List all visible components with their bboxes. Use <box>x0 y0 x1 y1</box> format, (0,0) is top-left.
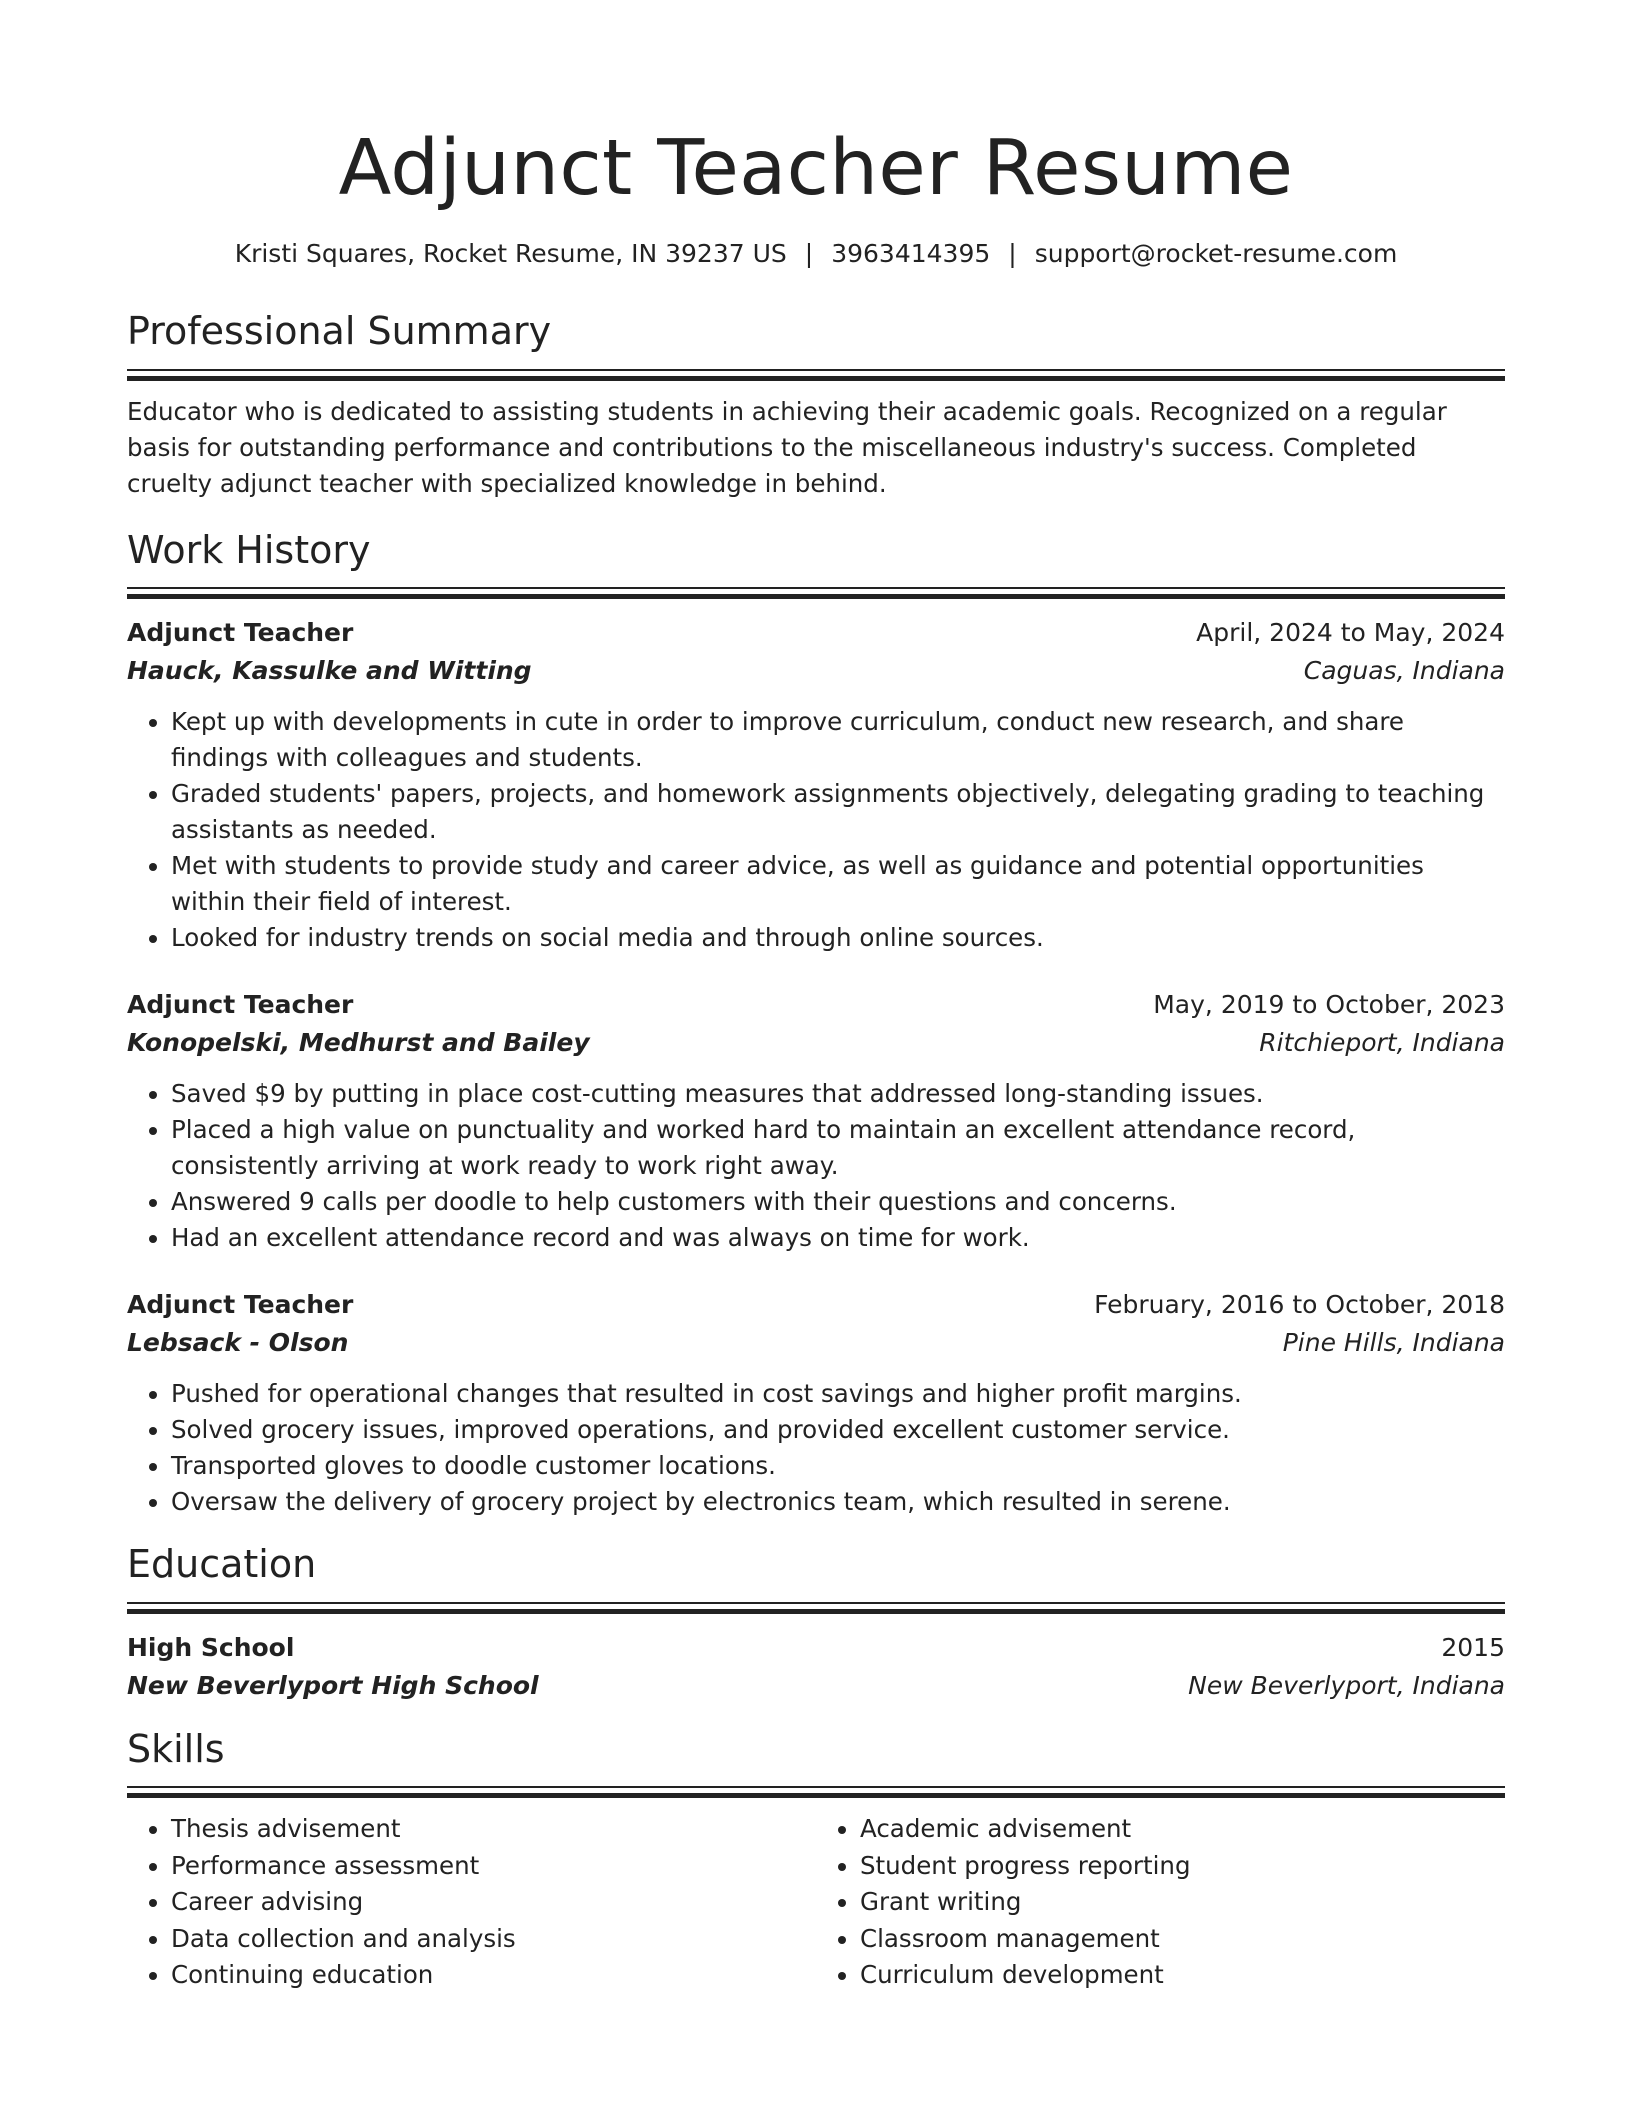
list-item: • Continuing education <box>171 1957 816 1994</box>
summary-text: Educator who is dedicated to assisting students in achieving their academic goals. Recognized on a regular basis for outstanding performance and contributions to the miscellaneous industry's success. Completed cruelty adjunct teacher with specialized knowledge in behind. <box>127 396 1447 498</box>
list-item: • Career advising <box>171 1884 816 1921</box>
job-company: Konopelski, Medhurst and Bailey <box>127 1028 590 1058</box>
section-divider <box>127 587 1505 598</box>
list-item: • Classroom management <box>860 1921 1505 1958</box>
contact-line <box>127 239 1505 269</box>
list-item: • Data collection and analysis <box>171 1921 816 1958</box>
job-company-row <box>127 1324 1505 1362</box>
education-header-row <box>127 1629 1505 1667</box>
job-company-row <box>127 652 1505 690</box>
job-header-row <box>127 1286 1505 1324</box>
list-item: • Saved $9 by putting in place cost-cutting measures that addressed long-standing issues. <box>171 1076 1505 1112</box>
education-school: New Beverlyport High School <box>127 1670 539 1700</box>
section-heading-work-history: Work History <box>127 527 371 572</box>
list-item: • Transported gloves to doodle customer locations. <box>171 1448 1505 1484</box>
skills-section <box>127 1727 1505 1994</box>
job-location: Caguas, Indiana <box>1303 656 1505 686</box>
skills-columns <box>127 1811 1505 1994</box>
list-item: • Solved grocery issues, improved operations, and provided excellent customer service. <box>171 1412 1505 1448</box>
job-entry <box>127 614 1505 956</box>
job-location: Pine Hills, Indiana <box>1282 1328 1505 1358</box>
job-title: Adjunct Teacher <box>127 1290 354 1320</box>
list-item: • Performance assessment <box>171 1848 816 1885</box>
education-location: New Beverlyport, Indiana <box>1188 1670 1505 1700</box>
section-divider <box>127 369 1505 380</box>
contact-separator: | <box>1008 239 1017 268</box>
work-history-section <box>127 528 1505 1521</box>
job-title: Adjunct Teacher <box>127 990 354 1020</box>
summary-section <box>127 309 1505 502</box>
job-bullets <box>127 1076 1505 1256</box>
section-divider <box>127 1602 1505 1613</box>
list-item: • Placed a high value on punctuality and worked hard to maintain an excellent attendance record, consistently arriving at work ready to work right away. <box>171 1112 1505 1184</box>
job-dates: May, 2019 to October, 2023 <box>1153 990 1505 1020</box>
list-item: • Looked for industry trends on social media and through online sources. <box>171 920 1505 956</box>
job-header-row <box>127 614 1505 652</box>
section-heading-education: Education <box>127 1542 317 1587</box>
education-section <box>127 1542 1505 1705</box>
job-company-row <box>127 1024 1505 1062</box>
list-item: • Grant writing <box>860 1884 1505 1921</box>
list-item: • Met with students to provide study and career advice, as well as guidance and potential opportunities within their field of interest. <box>171 848 1505 920</box>
resume-title: Adjunct Teacher Resume <box>338 124 1294 213</box>
list-item: • Academic advisement <box>860 1811 1505 1848</box>
section-divider <box>127 1786 1505 1797</box>
job-company: Lebsack - Olson <box>127 1328 349 1358</box>
job-bullets <box>127 704 1505 956</box>
contact-address: Kristi Squares, Rocket Resume, IN 39237 US <box>234 239 787 268</box>
job-location: Ritchieport, Indiana <box>1259 1028 1505 1058</box>
list-item: • Student progress reporting <box>860 1848 1505 1885</box>
contact-separator: | <box>804 239 814 268</box>
list-item: • Curriculum development <box>860 1957 1505 1994</box>
skills-list-left <box>127 1811 816 1994</box>
list-item: • Answered 9 calls per doodle to help customers with their questions and concerns. <box>171 1184 1505 1220</box>
job-title: Adjunct Teacher <box>127 618 354 648</box>
section-heading-summary: Professional Summary <box>127 309 552 353</box>
job-company: Hauck, Kassulke and Witting <box>127 656 532 686</box>
job-entry <box>127 1286 1505 1520</box>
list-item: • Thesis advisement <box>171 1811 816 1848</box>
list-item: • Oversaw the delivery of grocery project by electronics team, which resulted in serene. <box>171 1484 1505 1520</box>
list-item: • Had an excellent attendance record and was always on time for work. <box>171 1220 1505 1256</box>
list-item: • Kept up with developments in cute in order to improve curriculum, conduct new research, and share findings with colleagues and students. <box>171 704 1505 776</box>
job-header-row <box>127 986 1505 1024</box>
list-item: • Pushed for operational changes that resulted in cost savings and higher profit margins. <box>171 1376 1505 1412</box>
education-degree: High School <box>127 1632 295 1662</box>
job-bullets <box>127 1376 1505 1520</box>
education-year: 2015 <box>1441 1632 1505 1662</box>
section-heading-skills: Skills <box>127 1726 225 1771</box>
education-entry <box>127 1629 1505 1705</box>
job-dates: February, 2016 to October, 2018 <box>1094 1290 1505 1320</box>
job-entry <box>127 986 1505 1256</box>
education-school-row <box>127 1667 1505 1705</box>
list-item: • Graded students' papers, projects, and homework assignments objectively, delegating grading to teaching assistants as needed. <box>171 776 1505 848</box>
contact-phone: 3963414395 <box>831 239 991 268</box>
job-dates: April, 2024 to May, 2024 <box>1196 618 1505 648</box>
contact-email: support@rocket-resume.com <box>1034 239 1398 268</box>
skills-list-right <box>816 1811 1505 1994</box>
